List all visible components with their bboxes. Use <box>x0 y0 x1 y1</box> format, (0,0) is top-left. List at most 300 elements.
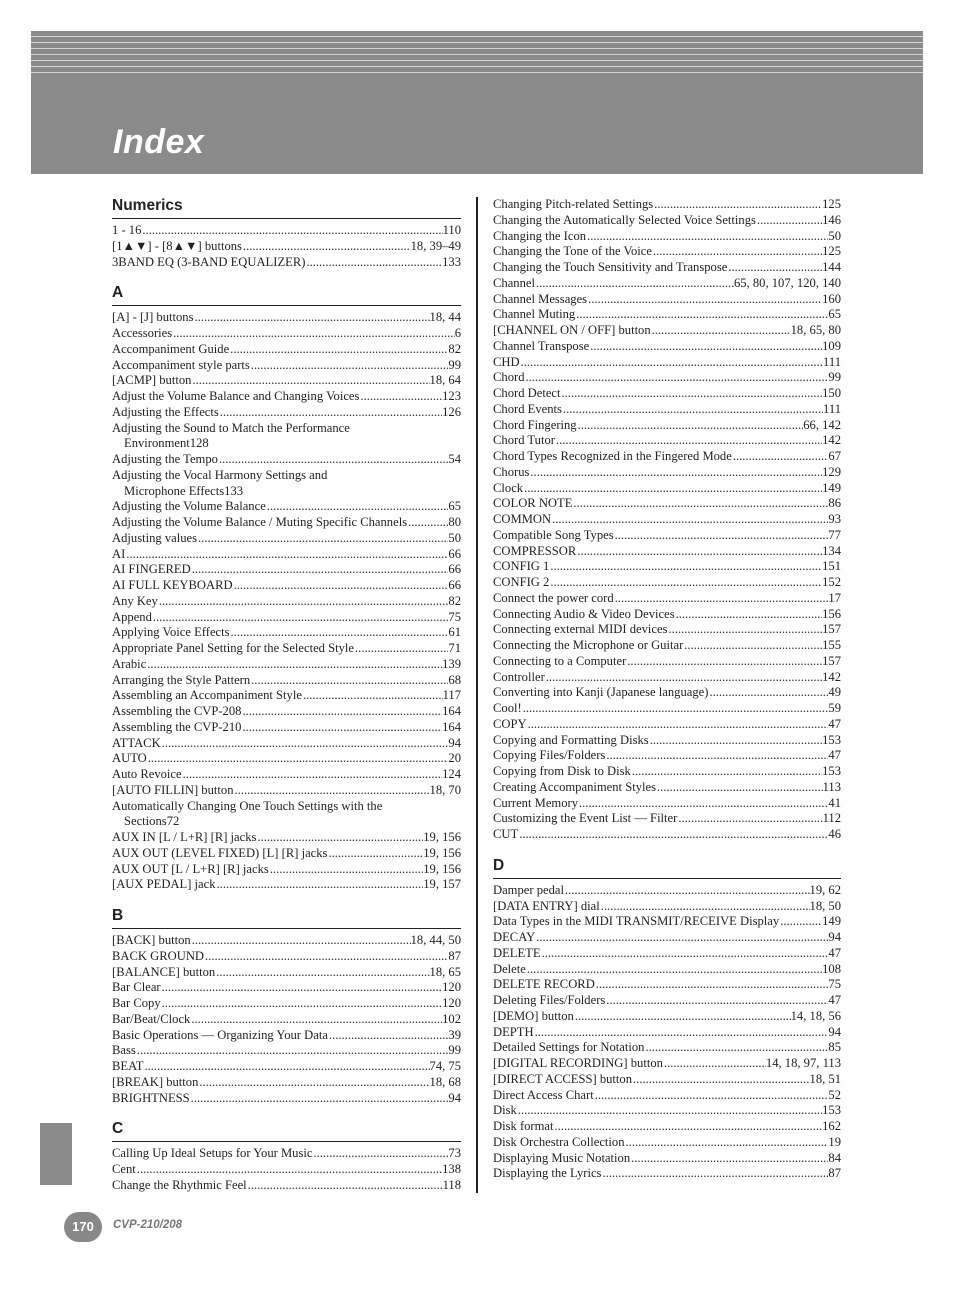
index-entry <box>112 239 461 255</box>
entry-term: Chord Events <box>493 401 562 416</box>
index-entry <box>112 1146 461 1162</box>
entry-pages: 47 <box>828 945 841 960</box>
index-entry <box>112 1043 461 1059</box>
dot-leader <box>146 657 442 673</box>
index-entry <box>493 386 841 402</box>
index-entry <box>112 373 461 389</box>
entry-pages: 128 <box>189 436 209 451</box>
index-entry <box>493 638 841 654</box>
index-entry <box>112 1091 461 1107</box>
entry-pages: 99 <box>448 357 461 372</box>
entry-pages: 59 <box>828 701 841 715</box>
index-entry <box>493 796 841 812</box>
entry-term: Controller <box>493 669 545 684</box>
entry-term: Compatible Song Types <box>493 527 614 542</box>
entry-term: Accessories <box>112 326 173 340</box>
entry-pages: 19, 62 <box>809 882 841 897</box>
index-entry <box>493 307 841 323</box>
index-entry <box>493 733 841 749</box>
dot-leader <box>234 783 430 799</box>
index-entry <box>493 622 841 638</box>
dot-leader <box>172 326 455 342</box>
dot-leader <box>535 930 828 946</box>
dot-leader <box>250 358 449 374</box>
entry-pages: 82 <box>448 593 461 608</box>
index-entry <box>112 783 461 799</box>
entry-pages: 149 <box>822 480 841 495</box>
index-entry <box>112 673 461 689</box>
index-entry <box>493 402 841 418</box>
entry-pages: 18, 64 <box>429 373 461 388</box>
index-entry <box>493 591 841 607</box>
entry-term: Damper pedal <box>493 882 564 897</box>
entry-term: Bar Clear <box>112 980 161 995</box>
entry-pages: 75 <box>448 609 461 624</box>
entry-term: Converting into Kanji (Japanese language) <box>493 685 709 700</box>
dot-leader <box>614 528 829 544</box>
index-entry <box>112 547 461 563</box>
dot-leader <box>233 578 449 594</box>
entry-term: Disk <box>493 1103 517 1118</box>
entry-pages: 111 <box>823 401 841 416</box>
dot-leader <box>551 512 828 528</box>
entry-pages: 102 <box>442 1011 461 1026</box>
entry-pages: 157 <box>822 653 841 668</box>
entry-term: Connect the power cord <box>493 590 614 605</box>
index-entry <box>493 1119 841 1135</box>
entry-term: [BREAK] button <box>112 1074 199 1089</box>
dot-leader <box>626 654 822 670</box>
entry-term: AI FULL KEYBOARD <box>112 578 233 592</box>
dot-leader <box>677 811 822 827</box>
dot-leader <box>549 559 822 575</box>
dot-leader <box>631 764 822 780</box>
index-entry <box>112 1075 461 1091</box>
index-entry <box>112 1162 461 1178</box>
dot-leader <box>663 1056 766 1072</box>
index-entry <box>493 883 841 899</box>
dot-leader <box>247 1178 443 1194</box>
dot-leader <box>779 914 822 930</box>
entry-term: Adjusting values <box>112 530 198 545</box>
entry-pages: 19, 156 <box>423 845 461 860</box>
dot-leader <box>545 670 822 686</box>
entry-term: Adjusting the Volume Balance <box>112 499 266 514</box>
index-entry <box>112 499 461 515</box>
dot-leader <box>524 370 828 386</box>
entry-term: Assembling the CVP-208 <box>112 704 242 718</box>
index-entry <box>493 1040 841 1056</box>
entry-term: [ACMP] button <box>112 373 192 388</box>
index-entry <box>112 610 461 626</box>
index-entry <box>493 1056 841 1072</box>
entry-pages: 94 <box>828 1024 841 1039</box>
entry-term: Automatically Changing One Touch Settings with the <box>112 798 383 813</box>
entry-pages: 93 <box>828 512 841 526</box>
dot-leader <box>229 342 448 358</box>
entry-term: Disk Orchestra Collection <box>493 1134 625 1149</box>
index-entry <box>493 977 841 993</box>
entry-pages: 14, 18, 56 <box>790 1008 841 1023</box>
entry-term: Adjusting the Effects <box>112 404 219 419</box>
index-entry <box>493 544 841 560</box>
section-heading: D <box>493 857 841 879</box>
index-entry <box>493 1009 841 1025</box>
section-heading: B <box>112 907 461 929</box>
entry-term: Changing Pitch-related Settings <box>493 197 654 211</box>
entry-term: Changing the Automatically Selected Voice Settings <box>493 212 756 227</box>
entry-pages: 18, 65 <box>429 964 461 979</box>
dot-leader <box>190 1012 442 1028</box>
index-entry <box>493 496 841 512</box>
dot-leader <box>575 307 828 323</box>
entry-term: Auto Revoice <box>112 767 182 781</box>
entry-pages: 108 <box>822 961 841 976</box>
entry-term: Delete <box>493 961 526 976</box>
index-entry <box>493 1166 841 1182</box>
entry-pages: 18, 68 <box>429 1074 461 1089</box>
dot-leader <box>574 1009 791 1025</box>
entry-term: CUT <box>493 827 519 841</box>
index-entry <box>493 780 841 796</box>
dot-leader <box>630 1151 828 1167</box>
entry-term: Copying from Disk to Disk <box>493 764 631 778</box>
entry-term: ATTACK <box>112 735 161 750</box>
entry-pages: 123 <box>442 389 461 403</box>
entry-term: Disk format <box>493 1119 554 1133</box>
entry-pages: 120 <box>442 996 461 1010</box>
dot-leader <box>651 323 791 339</box>
dot-leader <box>266 499 449 515</box>
entry-term: Bar/Beat/Clock <box>112 1011 191 1026</box>
entry-pages: 50 <box>828 228 841 243</box>
entry-pages: 18, 50 <box>809 898 841 913</box>
column-divider <box>476 197 478 1193</box>
entry-pages: 112 <box>822 811 841 826</box>
index-entry <box>112 468 461 500</box>
dot-leader <box>572 496 828 512</box>
entry-pages: 94 <box>828 930 841 944</box>
dot-leader <box>562 402 823 418</box>
index-entry <box>493 559 841 575</box>
entry-pages: 125 <box>822 197 841 211</box>
dot-leader <box>555 433 822 449</box>
dot-leader <box>605 993 828 1009</box>
dot-leader <box>675 607 823 623</box>
index-entry <box>493 213 841 229</box>
index-entry <box>112 846 461 862</box>
dot-leader <box>561 386 823 402</box>
index-entry <box>112 877 461 893</box>
entry-term: Displaying the Lyrics <box>493 1166 602 1181</box>
dot-leader <box>327 846 423 862</box>
dot-leader <box>564 883 810 899</box>
index-entry <box>493 244 841 260</box>
entry-pages: 87 <box>448 948 461 963</box>
entry-term: COMPRESSOR <box>493 543 577 558</box>
entry-pages: 144 <box>822 260 841 274</box>
entry-pages: 152 <box>822 575 841 589</box>
entry-term: Cent <box>112 1162 136 1176</box>
entry-term: Append <box>112 609 152 624</box>
entry-term: Deleting Files/Folders <box>493 993 606 1007</box>
entry-term: Accompaniment style parts <box>112 357 250 372</box>
entry-term: [CHANNEL ON / OFF] button <box>493 323 651 337</box>
entry-pages: 120 <box>442 980 461 995</box>
entry-pages: 117 <box>442 688 461 703</box>
dot-leader <box>656 780 823 796</box>
entry-term: Applying Voice Effects <box>112 625 230 640</box>
index-entry <box>493 433 841 449</box>
entry-pages: 149 <box>822 914 841 929</box>
entry-pages: 133 <box>224 483 244 498</box>
index-entry <box>112 578 461 594</box>
entry-term: Creating Accompaniment Styles <box>493 779 656 794</box>
index-section <box>112 1120 461 1193</box>
entry-term-continued: Sections <box>124 814 167 829</box>
entry-pages: 153 <box>822 1103 841 1118</box>
index-entry <box>493 607 841 623</box>
entry-pages: 65, 80, 107, 120, 140 <box>733 275 841 290</box>
entry-pages: 54 <box>448 452 461 466</box>
dot-leader <box>191 562 449 578</box>
dot-leader <box>161 996 442 1012</box>
dot-leader <box>191 373 429 389</box>
index-entry <box>493 811 841 827</box>
index-entry <box>112 933 461 949</box>
entry-term: Adjusting the Volume Balance / Muting Specific Channels <box>112 515 408 529</box>
entry-pages: 142 <box>822 433 841 448</box>
entry-pages: 157 <box>822 622 841 637</box>
index-entry <box>112 594 461 610</box>
dot-leader <box>600 899 810 915</box>
index-entry <box>493 323 841 339</box>
index-entry <box>493 512 841 528</box>
index-entry <box>112 830 461 846</box>
index-entry <box>112 657 461 673</box>
entry-pages: 49 <box>828 685 841 700</box>
dot-leader <box>632 1072 809 1088</box>
entry-term: Change the Rhythmic Feel <box>112 1177 247 1192</box>
index-entry <box>493 449 841 465</box>
index-entry <box>112 641 461 657</box>
entry-term: BACK GROUND <box>112 948 205 963</box>
index-entry <box>493 1103 841 1119</box>
entry-pages: 162 <box>822 1119 841 1133</box>
entry-pages: 125 <box>822 244 841 259</box>
dot-leader <box>136 1043 449 1059</box>
dot-leader <box>625 1135 829 1151</box>
entry-continuation-line <box>112 814 461 830</box>
index-entry <box>493 1088 841 1104</box>
entry-term: Clock <box>493 480 524 495</box>
entry-term: [DEMO] button <box>493 1008 574 1023</box>
index-section <box>112 907 461 1106</box>
section-heading: C <box>112 1120 461 1142</box>
index-entry <box>112 255 461 271</box>
entry-pages: 19, 157 <box>423 877 461 892</box>
entry-term: Copying Files/Folders <box>493 748 606 763</box>
entry-term: 1 - 16 <box>112 223 142 237</box>
dot-leader <box>256 830 423 846</box>
index-column-left <box>112 197 461 1208</box>
dot-leader <box>125 547 448 563</box>
index-entry <box>112 358 461 374</box>
entry-term: Copying and Formatting Disks <box>493 732 649 747</box>
entry-term: Bass <box>112 1043 136 1058</box>
entry-pages: 156 <box>822 606 841 621</box>
entry-term: Changing the Touch Sensitivity and Transpose <box>493 260 728 274</box>
entry-continuation-line <box>112 484 461 500</box>
entry-term: [DIRECT ACCESS] button <box>493 1071 633 1086</box>
dot-leader <box>216 877 424 893</box>
dot-leader <box>529 465 822 481</box>
dot-leader <box>197 531 448 547</box>
index-entry <box>112 531 461 547</box>
entry-pages: 41 <box>828 795 841 810</box>
dot-leader <box>614 591 829 607</box>
entry-pages: 99 <box>828 370 841 385</box>
index-section <box>112 197 461 270</box>
dot-leader <box>143 1059 429 1075</box>
entry-term: Adjust the Volume Balance and Changing Voices <box>112 389 360 403</box>
entry-term: Adjusting the Tempo <box>112 452 218 466</box>
entry-pages: 139 <box>442 656 461 671</box>
entry-pages: 111 <box>823 354 841 369</box>
index-entry <box>493 370 841 386</box>
index-entry <box>112 515 461 531</box>
dot-leader <box>312 1146 448 1162</box>
index-entry <box>112 736 461 752</box>
entry-term: [BACK] button <box>112 933 191 947</box>
entry-pages: 134 <box>822 543 841 558</box>
entry-term: Displaying Music Notation <box>493 1150 631 1165</box>
entry-term: Connecting to a Computer <box>493 653 627 668</box>
entry-pages: 47 <box>828 716 841 731</box>
index-entry <box>493 1072 841 1088</box>
entry-term: Changing the Icon <box>493 228 587 243</box>
entry-term: COMMON <box>493 512 552 526</box>
index-entry <box>493 418 841 434</box>
dot-leader <box>241 704 442 720</box>
index-entry <box>493 993 841 1009</box>
index-entry <box>112 862 461 878</box>
entry-term: Arabic <box>112 656 147 671</box>
entry-term: Chord <box>493 370 525 385</box>
entry-pages: 94 <box>448 735 461 750</box>
entry-term: Bar Copy <box>112 996 161 1010</box>
entry-pages: 14, 18, 97, 113 <box>765 1056 841 1070</box>
entry-term: AUTO <box>112 751 147 766</box>
dot-leader <box>649 733 822 749</box>
index-section <box>493 857 841 1182</box>
index-entry <box>112 452 461 468</box>
dot-leader <box>354 641 448 657</box>
entry-term: Channel Messages <box>493 291 588 306</box>
entry-term: DELETE RECORD <box>493 977 595 992</box>
entry-pages: 17 <box>828 590 841 605</box>
entry-pages: 87 <box>828 1166 841 1181</box>
entry-pages: 99 <box>448 1043 461 1058</box>
entry-pages: 19, 156 <box>423 861 461 876</box>
index-entry <box>493 528 841 544</box>
entry-pages: 118 <box>442 1177 461 1192</box>
dot-leader <box>147 751 449 767</box>
dot-leader <box>732 449 829 465</box>
entry-pages: 18, 65, 80 <box>790 323 841 337</box>
index-entry <box>493 670 841 686</box>
entry-pages: 71 <box>448 641 461 655</box>
dot-leader <box>194 310 430 326</box>
entry-term: [AUTO FILLIN] button <box>112 782 234 797</box>
index-entry <box>493 764 841 780</box>
entry-term: Detailed Settings for Notation <box>493 1040 645 1055</box>
dot-leader <box>605 748 828 764</box>
entry-term: [DIGITAL RECORDING] button <box>493 1056 663 1070</box>
dot-leader <box>601 1166 828 1182</box>
entry-pages: 18, 44 <box>429 310 461 325</box>
index-entry <box>493 260 841 276</box>
entry-term: CONFIG 2 <box>493 575 550 589</box>
entry-term: [BALANCE] button <box>112 964 216 979</box>
entry-pages: 72 <box>166 814 180 829</box>
dot-leader <box>517 1103 822 1119</box>
entry-pages: 46 <box>828 827 841 841</box>
index-entry <box>493 717 841 733</box>
dot-leader <box>152 610 449 626</box>
side-tab-marker <box>40 1123 72 1185</box>
entry-pages: 66 <box>448 546 461 561</box>
index-entry <box>493 355 841 371</box>
dot-leader <box>158 594 449 610</box>
dot-leader <box>554 1119 823 1135</box>
dot-leader <box>215 965 429 981</box>
entry-pages: 129 <box>822 464 841 479</box>
index-entry <box>112 310 461 326</box>
entry-term: BEAT <box>112 1059 144 1073</box>
dot-leader <box>191 933 411 949</box>
entry-term: Cool! <box>493 701 522 715</box>
dot-leader <box>520 355 823 371</box>
index-entry <box>112 342 461 358</box>
entry-term: Any Key <box>112 593 158 608</box>
entry-pages: 74, 75 <box>429 1059 461 1073</box>
entry-pages: 142 <box>822 669 841 684</box>
entry-pages: 47 <box>828 993 841 1007</box>
entry-term: Chord Tutor <box>493 433 555 448</box>
entry-pages: 146 <box>822 212 841 227</box>
entry-term: Arranging the Style Pattern <box>112 672 251 687</box>
dot-leader <box>190 1091 449 1107</box>
dot-leader <box>522 701 829 717</box>
index-entry <box>112 996 461 1012</box>
index-entry <box>493 1135 841 1151</box>
dot-leader <box>407 515 448 531</box>
entry-term: Assembling the CVP-210 <box>112 719 242 734</box>
entry-term-continued: Environment <box>124 436 190 451</box>
dot-leader <box>269 862 423 878</box>
index-entry <box>493 962 841 978</box>
dot-leader <box>302 688 443 704</box>
section-heading: A <box>112 284 461 306</box>
entry-term: DELETE <box>493 945 541 960</box>
index-section <box>112 284 461 893</box>
entry-pages: 52 <box>828 1087 841 1102</box>
index-entry <box>493 1151 841 1167</box>
dot-leader <box>668 622 823 638</box>
entry-pages: 84 <box>828 1150 841 1165</box>
dot-leader <box>727 260 822 276</box>
